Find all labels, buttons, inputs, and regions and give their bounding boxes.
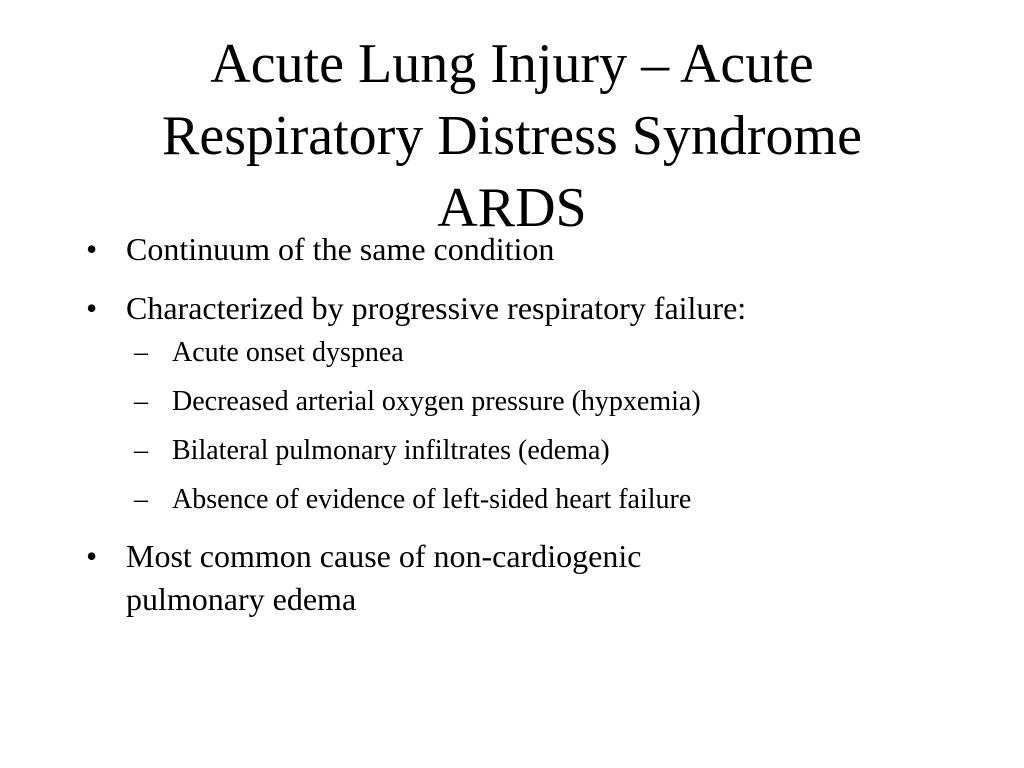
bullet-marker: • bbox=[86, 538, 98, 574]
sub-bullet-text: Absence of evidence of left-sided heart failure bbox=[172, 484, 692, 515]
slide-title bbox=[60, 28, 964, 244]
bullet-marker: • bbox=[86, 290, 98, 326]
sub-bullet-item bbox=[126, 383, 966, 421]
bullet-item bbox=[86, 535, 966, 621]
bullet-text-line: Most common cause of non-cardiogenic bbox=[126, 538, 642, 574]
sub-bullet-text: Acute onset dyspnea bbox=[172, 337, 404, 368]
sub-bullet-list bbox=[126, 334, 966, 519]
bullet-text: Characterized by progressive respiratory failure: bbox=[126, 290, 747, 326]
bullet-marker: • bbox=[86, 231, 98, 267]
sub-bullet-text: Bilateral pulmonary infiltrates (edema) bbox=[172, 435, 610, 466]
title-line: Respiratory Distress Syndrome bbox=[162, 105, 862, 167]
title-line: ARDS bbox=[437, 177, 587, 239]
bullet-text: Continuum of the same condition bbox=[126, 231, 555, 267]
bullet-item bbox=[86, 287, 966, 519]
sub-bullet-item bbox=[126, 334, 966, 372]
sub-bullet-item bbox=[126, 432, 966, 470]
dash-marker: – bbox=[134, 435, 148, 466]
dash-marker: – bbox=[134, 484, 148, 515]
bullet-list bbox=[86, 228, 966, 637]
dash-marker: – bbox=[134, 386, 148, 417]
bullet-text-line: pulmonary edema bbox=[126, 581, 357, 617]
bullet-item bbox=[86, 228, 966, 271]
sub-bullet-text: Decreased arterial oxygen pressure (hypxemia) bbox=[172, 386, 701, 417]
title-line: Acute Lung Injury – Acute bbox=[210, 33, 814, 95]
sub-bullet-item bbox=[126, 481, 966, 519]
dash-marker: – bbox=[134, 337, 148, 368]
